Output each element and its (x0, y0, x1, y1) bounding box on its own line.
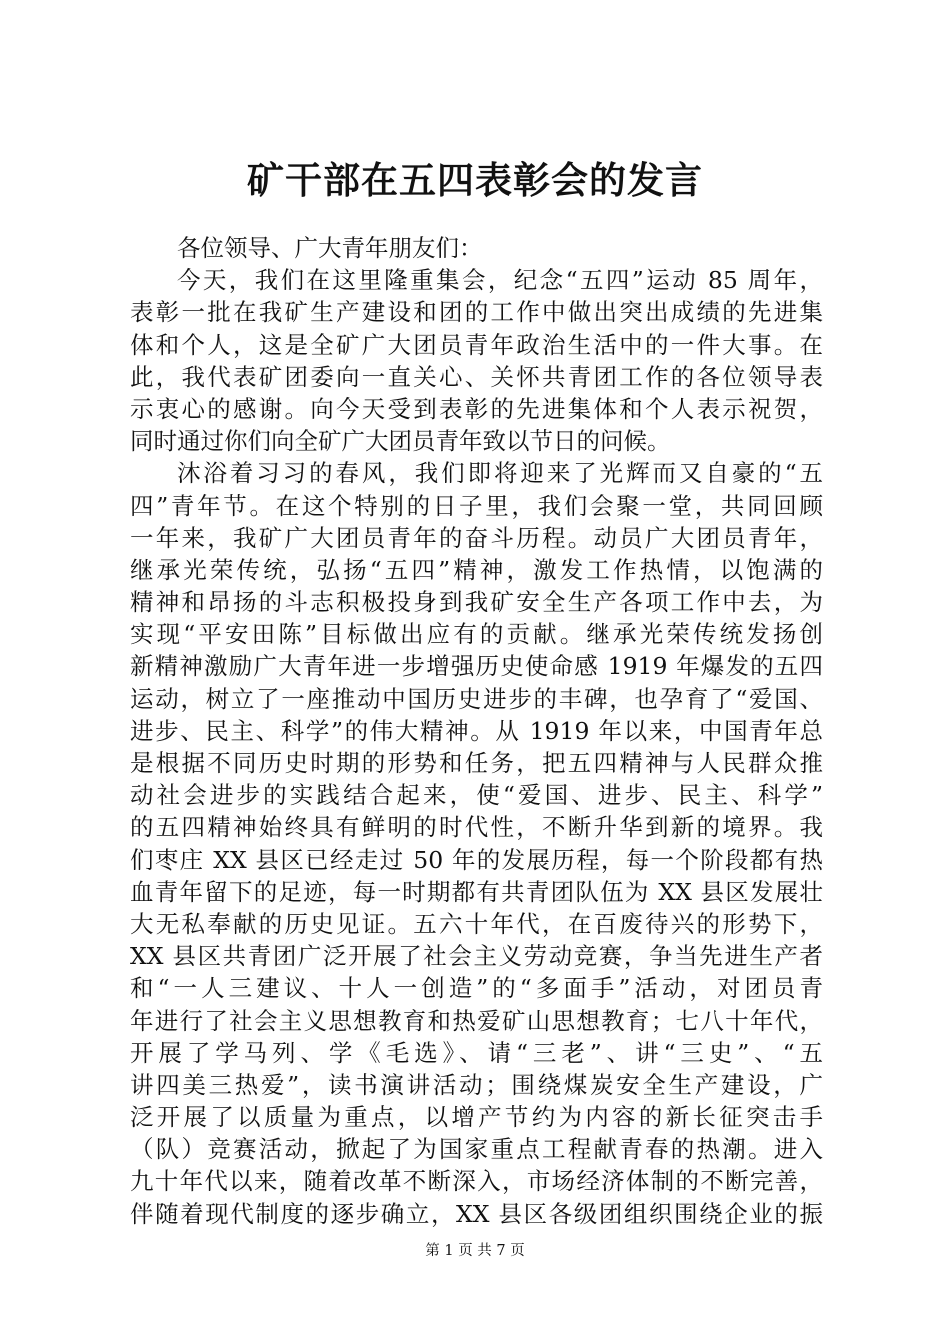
text-line: 伴随着现代制度的逐步确立，XX 县区各级团组织围绕企业的振 (130, 1199, 823, 1228)
text-line: 体和个人，这是全矿广大团员青年政治生活中的一件大事。在 (130, 330, 823, 359)
text-line: 是根据不同历史时期的形势和任务，把五四精神与人民群众推 (130, 749, 823, 777)
text-line: 开展了学马列、学《毛选》、请“三老”、讲“三史”、“五 (130, 1038, 823, 1067)
text-line: 动社会进步的实践结合起来，使“爱国、进步、民主、科学” (130, 781, 823, 810)
document-body (130, 232, 823, 1230)
text-line: 新精神激励广大青年进一步增强历史使命感 1919 年爆发的五四 (130, 652, 823, 681)
text-line: 和“一人三建议、十人一创造”的“多面手”活动，对团员青 (130, 974, 823, 1003)
text-line: 们枣庄 XX 县区已经走过 50 年的发展历程，每一个阶段都有热 (130, 845, 823, 874)
text-line: 讲四美三热爱”，读书演讲活动；围绕煤炭安全生产建设，广 (130, 1070, 823, 1099)
greeting-line: 各位领导、广大青年朋友们： (177, 234, 483, 262)
text-line: （队）竞赛活动，掀起了为国家重点工程献青春的热潮。进入 (130, 1135, 823, 1164)
text-line: 泛开展了以质量为重点，以增产节约为内容的新长征突击手 (130, 1103, 823, 1132)
text-line: 进步、民主、科学”的伟大精神。从 1919 年以来，中国青年总 (130, 716, 823, 745)
text-line: 一年来，我矿广大团员青年的奋斗历程。动员广大团员青年， (130, 523, 823, 552)
text-line: 精神和昂扬的斗志积极投身到我矿安全生产各项工作中去，为 (130, 588, 823, 617)
document-title: 矿干部在五四表彰会的发言 (247, 158, 703, 202)
text-line: 运动，树立了一座推动中国历史进步的丰碑，也孕育了“爱国、 (130, 684, 823, 713)
text-line: 表彰一批在我矿生产建设和团的工作中做出突出成绩的先进集 (130, 298, 823, 327)
page-footer: 第 1 页 共 7 页 (425, 1243, 525, 1259)
text-line: 示衷心的感谢。向今天受到表彰的先进集体和个人表示祝贺， (130, 394, 823, 423)
text-line: 年进行了社会主义思想教育和热爱矿山思想教育；七八十年代， (130, 1006, 823, 1035)
text-line: 血青年留下的足迹，每一时期都有共青团队伍为 XX 县区发展壮 (130, 877, 823, 906)
text-line: 实现“平安田陈”目标做出应有的贡献。继承光荣传统发扬创 (130, 620, 823, 649)
text-line: 继承光荣传统，弘扬“五四”精神，激发工作热情，以饱满的 (130, 555, 823, 584)
text-line: 的五四精神始终具有鲜明的时代性，不断升华到新的境界。我 (130, 813, 823, 842)
text-line: XX 县区共青团广泛开展了社会主义劳动竞赛，争当先进生产者 (130, 942, 823, 971)
text-line: 九十年代以来，随着改革不断深入，市场经济体制的不断完善， (130, 1167, 823, 1196)
text-line: 同时通过你们向全矿广大团员青年致以节日的问候。 (130, 427, 671, 456)
text-line: 沐浴着习习的春风，我们即将迎来了光辉而又自豪的“五 (177, 459, 823, 488)
text-line: 四”青年节。在这个特别的日子里，我们会聚一堂，共同回顾 (130, 491, 823, 520)
text-line: 大无私奉献的历史见证。五六十年代，在百废待兴的形势下， (130, 909, 823, 938)
text-line: 今天，我们在这里隆重集会，纪念“五四”运动 85 周年， (177, 266, 823, 295)
text-line: 此，我代表矿团委向一直关心、关怀共青团工作的各位领导表 (130, 362, 823, 391)
